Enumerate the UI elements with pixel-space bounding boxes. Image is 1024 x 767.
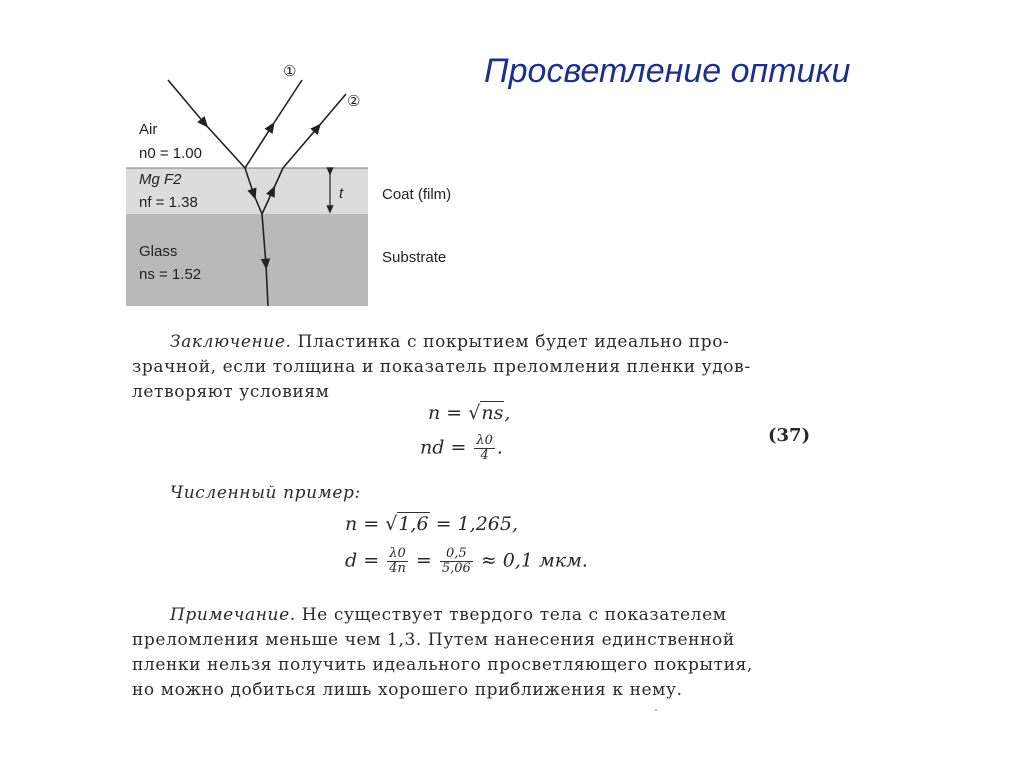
formula-n-value: n = √1,6 = 1,265,: [345, 513, 518, 535]
glass-label: Glass: [139, 243, 178, 260]
note-line-1: Примечание. Не существует твердого тела с показателем: [170, 605, 727, 625]
incident-ray: [168, 80, 205, 124]
glass-index: ns = 1.52: [139, 266, 202, 283]
film-index: nf = 1.38: [139, 194, 198, 211]
note-title: Примечание.: [170, 605, 296, 625]
slide-title: Просветление оптики: [484, 52, 851, 90]
conclusion-title: Заключение.: [170, 332, 292, 352]
reflected-ray-2: [283, 127, 318, 168]
formula-d-value: d = $\frac{\lambda 0}{4n}$ = $\frac{0,5}{5,06}$ ≈ 0,1 мкм.: [345, 546, 588, 576]
conclusion-line-1: Заключение. Пластинка с покрытием будет идеально про-: [170, 332, 730, 352]
fraction-lambda-4: $\frac{\lambda 0}{4}$: [476, 433, 493, 463]
thickness-label: t: [339, 185, 344, 202]
fraction-numeric: $\frac{0,5}{5,06}$: [441, 546, 471, 576]
formula-n-sqrt-ns: n = √ns,: [428, 402, 511, 424]
fraction-lambda-4n: $\frac{\lambda 0}{4n}$: [389, 546, 406, 576]
note-line-2: преломления меньше чем 1,3. Путем нанесения единственной: [132, 630, 735, 650]
note-line-3: пленки нельзя получить идеального просветляющего покрытия,: [132, 655, 753, 675]
film-label: Mg F2: [139, 171, 182, 188]
conclusion-line-2: зрачной, если толщина и показатель преломления пленки удов-: [132, 357, 751, 377]
air-index: n0 = 1.00: [139, 145, 202, 162]
example-title: Численный пример:: [170, 483, 361, 503]
substrate-label: Substrate: [382, 249, 447, 266]
reflected-ray-2-continued: [318, 94, 346, 127]
conclusion-paragraph: [170, 330, 729, 355]
ray-2-label: ②: [347, 93, 361, 110]
equation-number: (37): [768, 425, 811, 446]
conclusion-line-3: летворяют условиям: [132, 382, 330, 402]
note-line-4: но можно добиться лишь хорошего приближения к нему.: [132, 680, 683, 700]
scan-artifact: [655, 709, 657, 711]
reflected-ray-1-continued: [272, 80, 302, 126]
air-label: Air: [139, 121, 158, 138]
formula-nd: nd = $\frac{\lambda 0}{4}$ .: [420, 433, 503, 463]
coat-label: Coat (film): [382, 186, 452, 203]
glass-layer: [126, 214, 368, 306]
reflected-ray-1: [245, 126, 272, 168]
incident-ray-continued: [205, 124, 245, 168]
ray-1-label: ①: [283, 63, 297, 80]
